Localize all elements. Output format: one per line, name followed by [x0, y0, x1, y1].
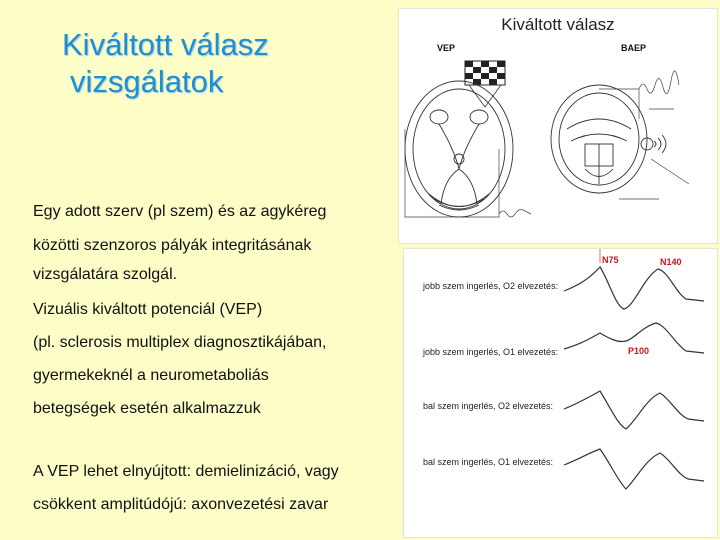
- vep-wires: [405, 129, 531, 217]
- body-line: Vizuális kiváltott potenciál (VEP): [33, 301, 263, 318]
- trace-1: [564, 267, 704, 309]
- evoked-response-diagram: [398, 8, 718, 244]
- body-line: (pl. sclerosis multiplex diagnosztikájában,: [33, 334, 327, 351]
- diagram-title: Kiváltott válasz: [501, 15, 615, 34]
- waveform-plot: [404, 249, 717, 537]
- vep-waveforms: [403, 248, 718, 538]
- trace-label-2: jobb szem ingerlés, O1 elvezetés:: [423, 347, 559, 357]
- peak-n75: N75: [602, 255, 619, 265]
- trace-label-3: bal szem ingerlés, O2 elvezetés:: [423, 401, 554, 411]
- title-line-2: vizsgálatok: [70, 64, 224, 99]
- baep-label: BAEP: [621, 43, 647, 53]
- title-line-1: Kiváltott válasz: [62, 27, 269, 62]
- baep-head: [551, 85, 666, 193]
- body-line: gyermekeknél a neurometaboliás: [33, 367, 269, 384]
- slide-title: [62, 26, 392, 100]
- body-line: betegségek esetén alkalmazzuk: [33, 400, 261, 417]
- peak-n140: N140: [660, 257, 682, 267]
- checkerboard-icon: [465, 61, 505, 107]
- trace-3: [564, 391, 704, 429]
- baep-wires: [599, 71, 689, 199]
- body-line: Egy adott szerv (pl szem) és az agykéreg: [33, 203, 327, 220]
- trace-label-4: bal szem ingerlés, O1 elvezetés:: [423, 457, 554, 467]
- body-line: csökkent amplitúdójú: axonvezetési zavar: [33, 496, 329, 513]
- body-line: vizsgálatára szolgál.: [33, 266, 178, 283]
- vep-head: [405, 81, 513, 217]
- body-line: közötti szenzoros pályák integritásának: [33, 237, 312, 254]
- vep-label: VEP: [437, 43, 456, 53]
- trace-4: [564, 449, 704, 489]
- body-line: A VEP lehet elnyújtott: demielinizáció, vagy: [33, 463, 339, 480]
- trace-label-1: jobb szem ingerlés, O2 elvezetés:: [423, 281, 559, 291]
- peak-p100: P100: [628, 346, 650, 356]
